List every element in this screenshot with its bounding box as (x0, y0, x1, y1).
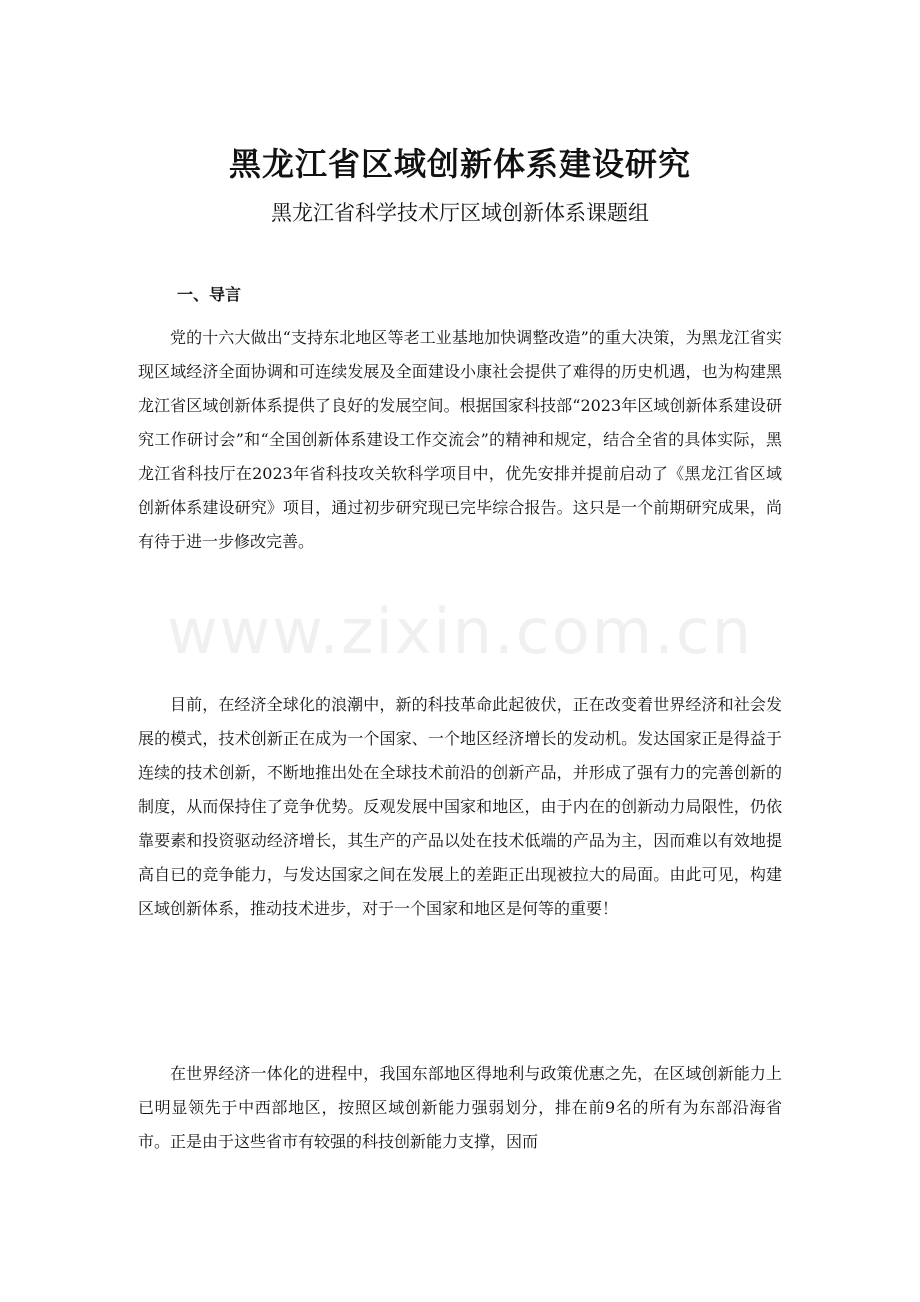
section-heading: 一、导言 (177, 285, 242, 304)
document-subtitle: 黑龙江省科学技术厅区域创新体系课题组 (271, 201, 649, 225)
paragraph-2: 目前，在经济全球化的浪潮中，新的科技革命此起彼伏，正在改变着世界经济和社会发展的模式，技术创新正在成为一个国家、一个地区经济增长的发动机。发达国家正是得益于连续的技术创新，不断地推出处在全球技术前沿的创新产品，并形成了强有力的完善创新的制度，从而保持住了竞争优势。反观发展中国家和地区，由于内在的创新动力局限性，仍依靠要素和投资驱动经济增长，其生产的产品以处在技术低端的产品为主，因而难以有效地提高自已的竞争能力，与发达国家之间在发展上的差距正出现被拉大的局面。由此可见，构建区域创新体系，推动技术进步，对于一个国家和地区是何等的重要！ (138, 695, 782, 918)
document-title: 黑龙江省区域创新体系建设研究 (228, 145, 691, 183)
paragraph-1: 党的十六大做出“支持东北地区等老工业基地加快调整改造”的重大决策，为黑龙江省实现区域经济全面协调和可连续发展及全面建设小康社会提供了难得的历史机遇，也为构建黑龙江省区域创新体系提供了良好的发展空间。根据国家科技部“2023年区域创新体系建设研究工作研讨会”和“全国创新体系建设工作交流会”的精神和规定，结合全省的具体实际，黑龙江省科技厅在2023年省科技攻关软科学项目中，优先安排并提前启动了《黑龙江省区域创新体系建设研究》项目，通过初步研究现已完毕综合报告。这只是一个前期研究成果，尚有待于进一步修改完善。 (138, 328, 782, 551)
watermark: www.zixin.com.cn (166, 595, 754, 668)
paragraph-3: 在世界经济一体化的进程中，我国东部地区得地利与政策优惠之先，在区域创新能力上已明显领先于中西部地区，按照区域创新能力强弱划分，排在前9名的所有为东部沿海省市。正是由于这些省市有较强的科技创新能力支撑，因而 (138, 1064, 782, 1151)
